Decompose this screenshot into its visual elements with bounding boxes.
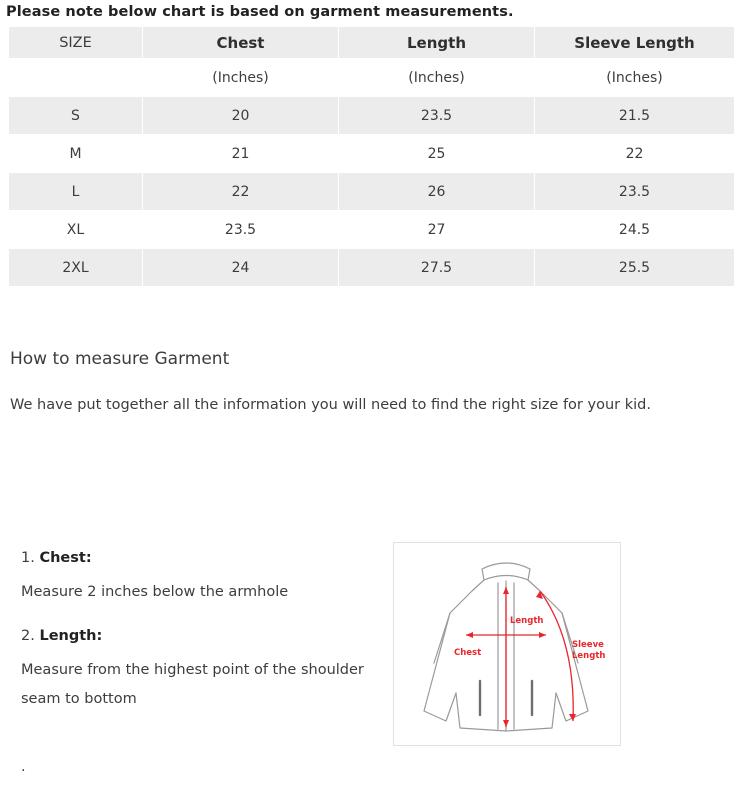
cell-size: S <box>9 97 143 135</box>
table-header-row <box>9 27 735 59</box>
cell-size: L <box>9 173 143 211</box>
cell-length: 27 <box>339 211 535 249</box>
cell-chest: 21 <box>143 135 339 173</box>
sleeve-label-line1: Sleeve <box>572 640 604 650</box>
jacket-illustration <box>394 543 618 743</box>
trailing-dot: . <box>21 759 26 775</box>
column-header-chest: Chest <box>143 27 339 59</box>
cell-size: 2XL <box>9 249 143 287</box>
step-1-body: Measure 2 inches below the armhole <box>21 584 289 600</box>
cell-size: M <box>9 135 143 173</box>
cell-chest: 22 <box>143 173 339 211</box>
units-cell-chest: (Inches) <box>143 59 339 97</box>
cell-chest: 24 <box>143 249 339 287</box>
units-cell-length: (Inches) <box>339 59 535 97</box>
cell-sleeve: 21.5 <box>535 97 735 135</box>
cell-sleeve: 25.5 <box>535 249 735 287</box>
cell-sleeve: 23.5 <box>535 173 735 211</box>
step-2-heading <box>21 628 371 644</box>
step-1-heading <box>21 550 371 566</box>
cell-length: 27.5 <box>339 249 535 287</box>
step-1-number: 1. <box>21 550 35 566</box>
sleeve-label-line2: Length <box>572 651 606 661</box>
length-label: Length <box>510 616 544 626</box>
table-row <box>9 249 735 287</box>
cell-sleeve: 24.5 <box>535 211 735 249</box>
step-2-number: 2. <box>21 628 35 644</box>
cell-chest: 23.5 <box>143 211 339 249</box>
table-row <box>9 135 735 173</box>
column-header-length: Length <box>339 27 535 59</box>
garment-measurement-diagram <box>393 542 621 746</box>
units-cell-sleeve: (Inches) <box>535 59 735 97</box>
how-to-measure-title: How to measure Garment <box>10 349 230 369</box>
column-header-sleeve-length: Sleeve Length <box>535 27 735 59</box>
step-1-label: Chest: <box>39 550 92 566</box>
chest-label: Chest <box>454 648 482 658</box>
step-2-label: Length: <box>39 628 103 644</box>
column-header-size: SIZE <box>9 27 143 59</box>
cell-length: 23.5 <box>339 97 535 135</box>
cell-size: XL <box>9 211 143 249</box>
cell-length: 25 <box>339 135 535 173</box>
how-to-measure-intro: We have put together all the information you will need to find the right size for your kid. <box>10 397 651 413</box>
cell-length: 26 <box>339 173 535 211</box>
measure-steps <box>21 550 371 775</box>
cell-sleeve: 22 <box>535 135 735 173</box>
size-chart-table <box>8 26 735 287</box>
table-row <box>9 97 735 135</box>
step-2-body: Measure from the highest point of the shoulder seam to bottom <box>21 662 364 707</box>
table-row <box>9 173 735 211</box>
chart-note: Please note below chart is based on garment measurements. <box>6 4 514 20</box>
cell-chest: 20 <box>143 97 339 135</box>
table-units-row <box>9 59 735 97</box>
table-row <box>9 211 735 249</box>
units-cell-size <box>9 59 143 97</box>
